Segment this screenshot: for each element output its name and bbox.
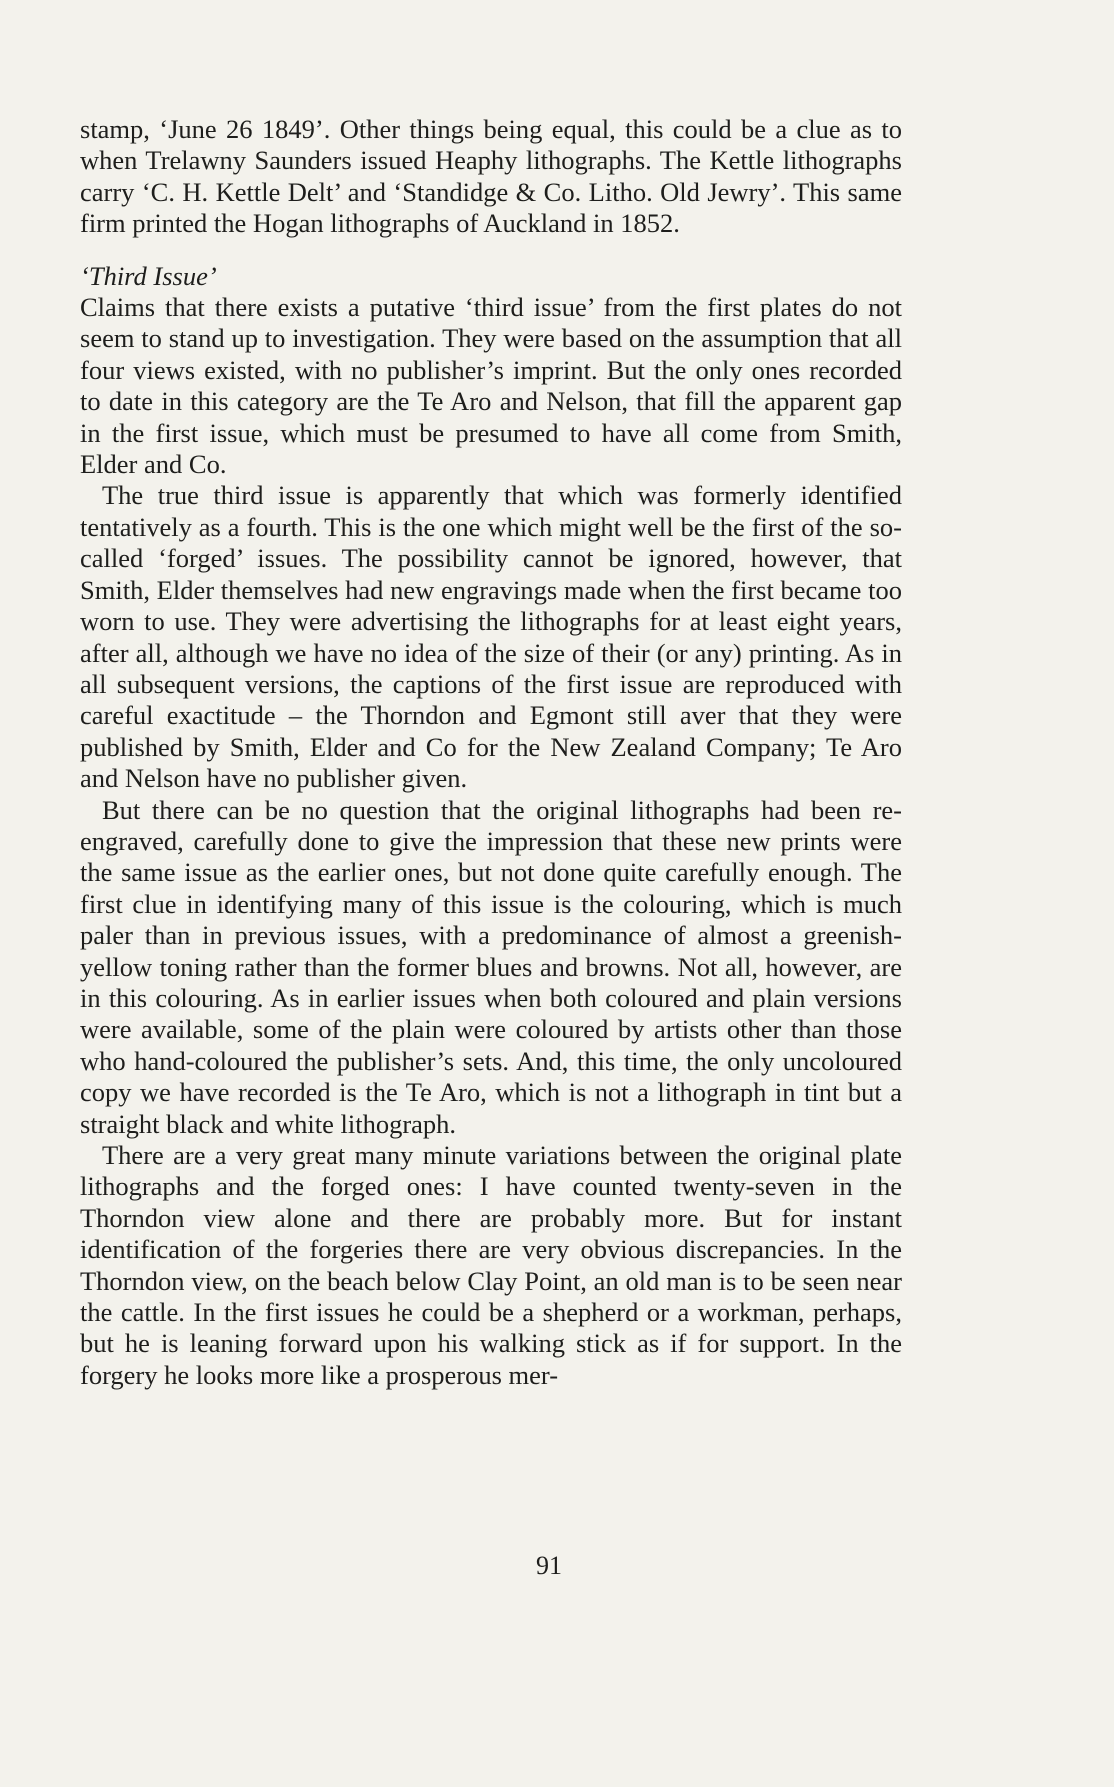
- page-number-label: 91: [536, 1551, 562, 1580]
- paragraph-2: The true third issue is apparently that which was formerly identified tentatively as a fourth. This is the one which might well be the first of the so-called ‘forged’ issues. The possibility cannot be ignored, however, that Smith, Elder themselves had new engravings made when the first became too worn to use. They were advertising the lithographs for at least eight years, after all, although we have no idea of the size of their (or any) printing. As in all subsequent versions, the captions of the first issue are reproduced with careful exactitude – the Thorndon and Egmont still aver that they were published by Smith, Elder and Co for the New Zealand Company; Te Aro and Nelson have no publisher given.: [80, 480, 902, 794]
- paragraph-3: But there can be no question that the original lithographs had been re-engraved, carefully done to give the impression that these new prints were the same issue as the earlier ones, but not done quite carefully enough. The first clue in identifying many of this issue is the colouring, which is much paler than in previous issues, with a predominance of almost a greenish-yellow toning rather than the former blues and browns. Not all, however, are in this colouring. As in earlier issues when both coloured and plain versions were available, some of the plain were coloured by artists other than those who hand-coloured the publisher’s sets. And, this time, the only uncoloured copy we have recorded is the Te Aro, which is not a lithograph in tint but a straight black and white lithograph.: [80, 794, 902, 1139]
- section-heading: ‘Third Issue’: [80, 260, 217, 291]
- paragraph-4: There are a very great many minute variations between the original plate lithographs and the forged ones: I have counted twenty-seven in the Thorndon view alone and there are probably more. But for instant identification of the forgeries there are very obvious discrepancies. In the Thorndon view, on the beach below Clay Point, an old man is to be seen near the cattle. In the first issues he could be a shepherd or a workman, perhaps, but he is leaning forward upon his walking stick as if for support. In the forgery he looks more like a prosperous mer-: [80, 1140, 902, 1390]
- paragraph-1: Claims that there exists a putative ‘third issue’ from the first plates do not seem to stand up to investigation. They were based on the assumption that all four views existed, with no publisher’s imprint. But the only ones recorded to date in this category are the Te Aro and Nelson, that fill the apparent gap in the first issue, which must be presumed to have all come from Smith, Elder and Co.: [80, 292, 902, 480]
- body-text: [80, 114, 902, 1391]
- page-number: [0, 1551, 1114, 1581]
- opening-paragraph: stamp, ‘June 26 1849’. Other things being equal, this could be a clue as to when Trelawny Saunders issued Heaphy lithographs. The Kettle lithographs carry ‘C. H. Kettle Delt’ and ‘Standidge & Co. Litho. Old Jewry’. This same firm printed the Hogan lithographs of Auckland in 1852.: [80, 114, 902, 239]
